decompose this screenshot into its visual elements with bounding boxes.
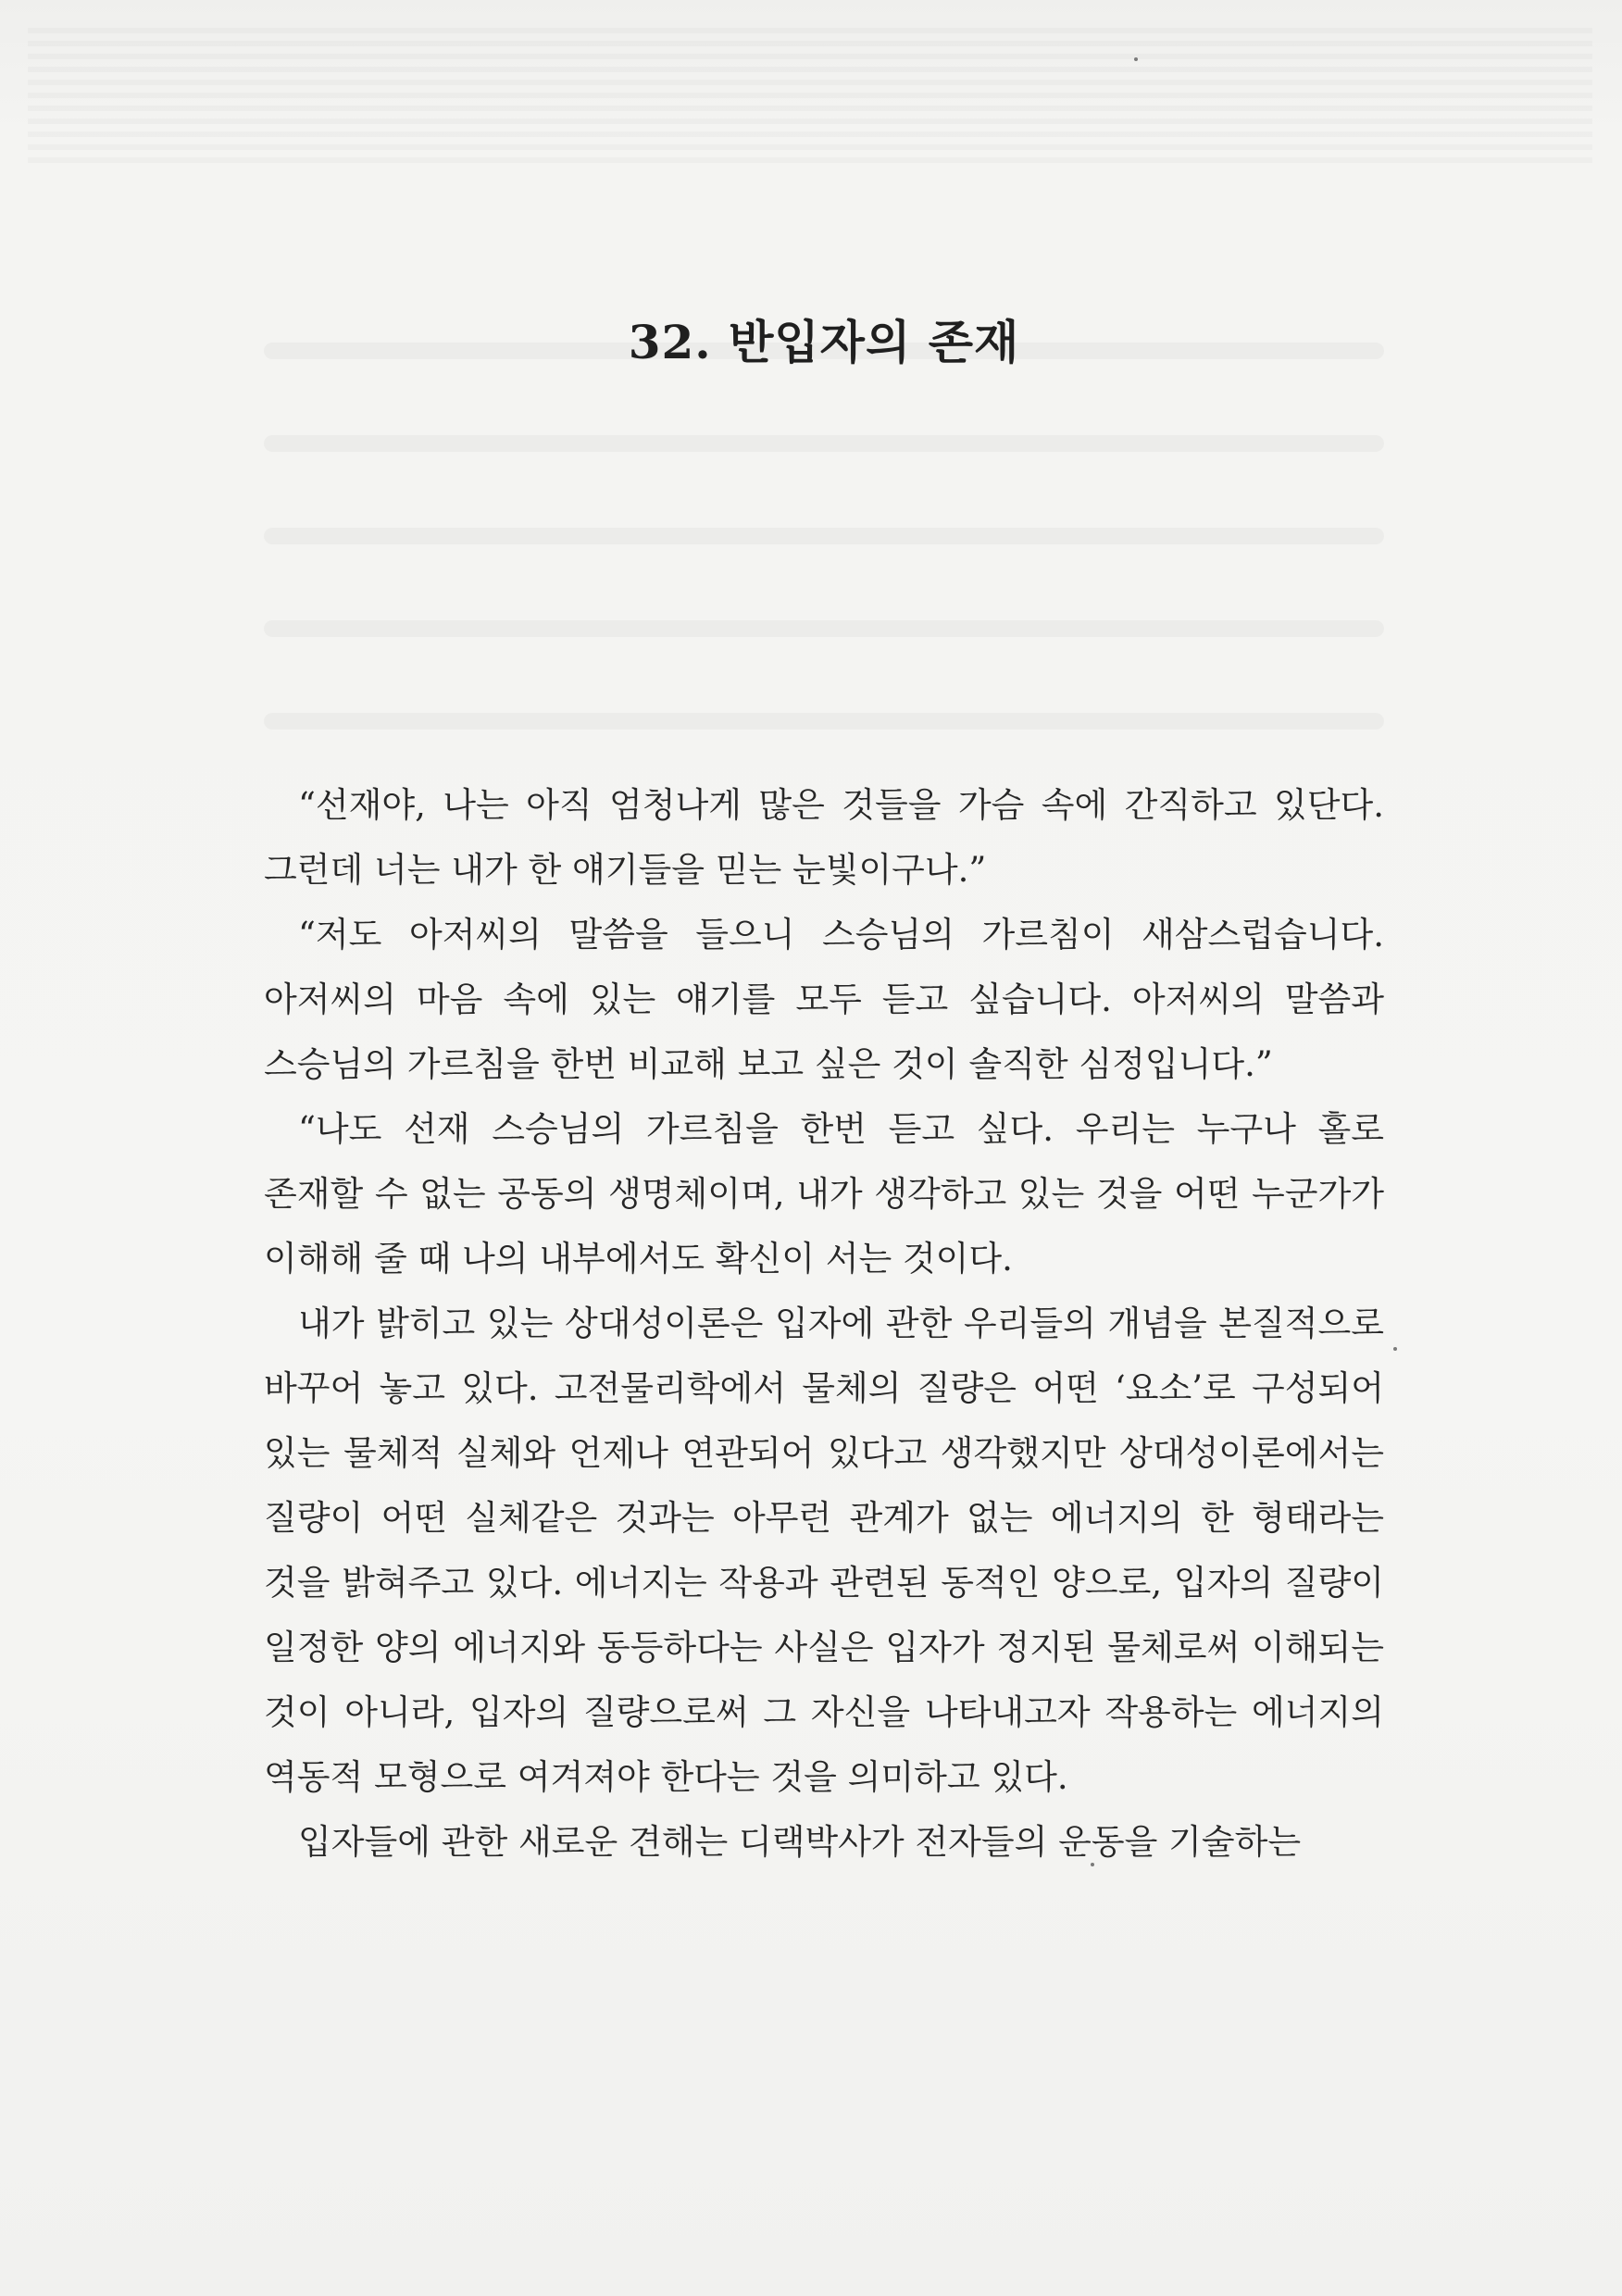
bleed-through-line (264, 435, 1384, 452)
bleed-through-line (264, 713, 1384, 730)
paragraph-1: “선재야, 나는 아직 엄청나게 많은 것들을 가슴 속에 간직하고 있단다. 그런데 너는 내가 한 얘기들을 믿는 눈빛이구나.” (264, 785, 1384, 890)
scan-bleed-band (28, 28, 1592, 167)
paragraph-2: “저도 아저씨의 말씀을 들으니 스승님의 가르침이 새삼스럽습니다. 아저씨의 마음 속에 있는 얘기를 모두 듣고 싶습니다. 아저씨의 말씀과 스승님의 가르침을 한번 비교해 보고 싶은 것이 솔직한 심정입니다.” (264, 915, 1384, 1084)
paragraph-3: “나도 선재 스승님의 가르침을 한번 듣고 싶다. 우리는 누구나 홀로 존재할 수 없는 공동의 생명체이며, 내가 생각하고 있는 것을 어떤 누군가가 이해해 줄 때 나의 내부에서도 확신이 서는 것이다. (264, 1109, 1384, 1279)
bleed-through-line (264, 620, 1384, 637)
scan-speck (1393, 1347, 1397, 1351)
body-text (264, 773, 1384, 1875)
paragraph-5: 입자들에 관한 새로운 견해는 디랙박사가 전자들의 운동을 기술하는 (298, 1822, 1302, 1862)
scan-speck (1134, 57, 1138, 61)
paragraph-4: 내가 밝히고 있는 상대성이론은 입자에 관한 우리들의 개념을 본질적으로 바꾸어 놓고 있다. 고전물리학에서 물체의 질량은 어떤 ‘요소’로 구성되어 있는 물체적 실체와 언제나 연관되어 있다고 생각했지만 상대성이론에서는 질량이 어떤 실체같은 것과는 아무런 관계가 없는 에너지의 한 형태라는 것을 밝혀주고 있다. 에너지는 작용과 관련된 동적인 양으로, 입자의 질량이 일정한 양의 에너지와 동등하다는 사실은 입자가 정지된 물체로써 이해되는 것이 아니라, 입자의 질량으로써 그 자신을 나타내고자 작용하는 에너지의 역동적 모형으로 여겨져야 한다는 것을 의미하고 있다. (264, 1304, 1384, 1797)
bleed-through-line (264, 528, 1384, 544)
chapter-title: 32. 반입자의 존재 (628, 315, 1020, 369)
